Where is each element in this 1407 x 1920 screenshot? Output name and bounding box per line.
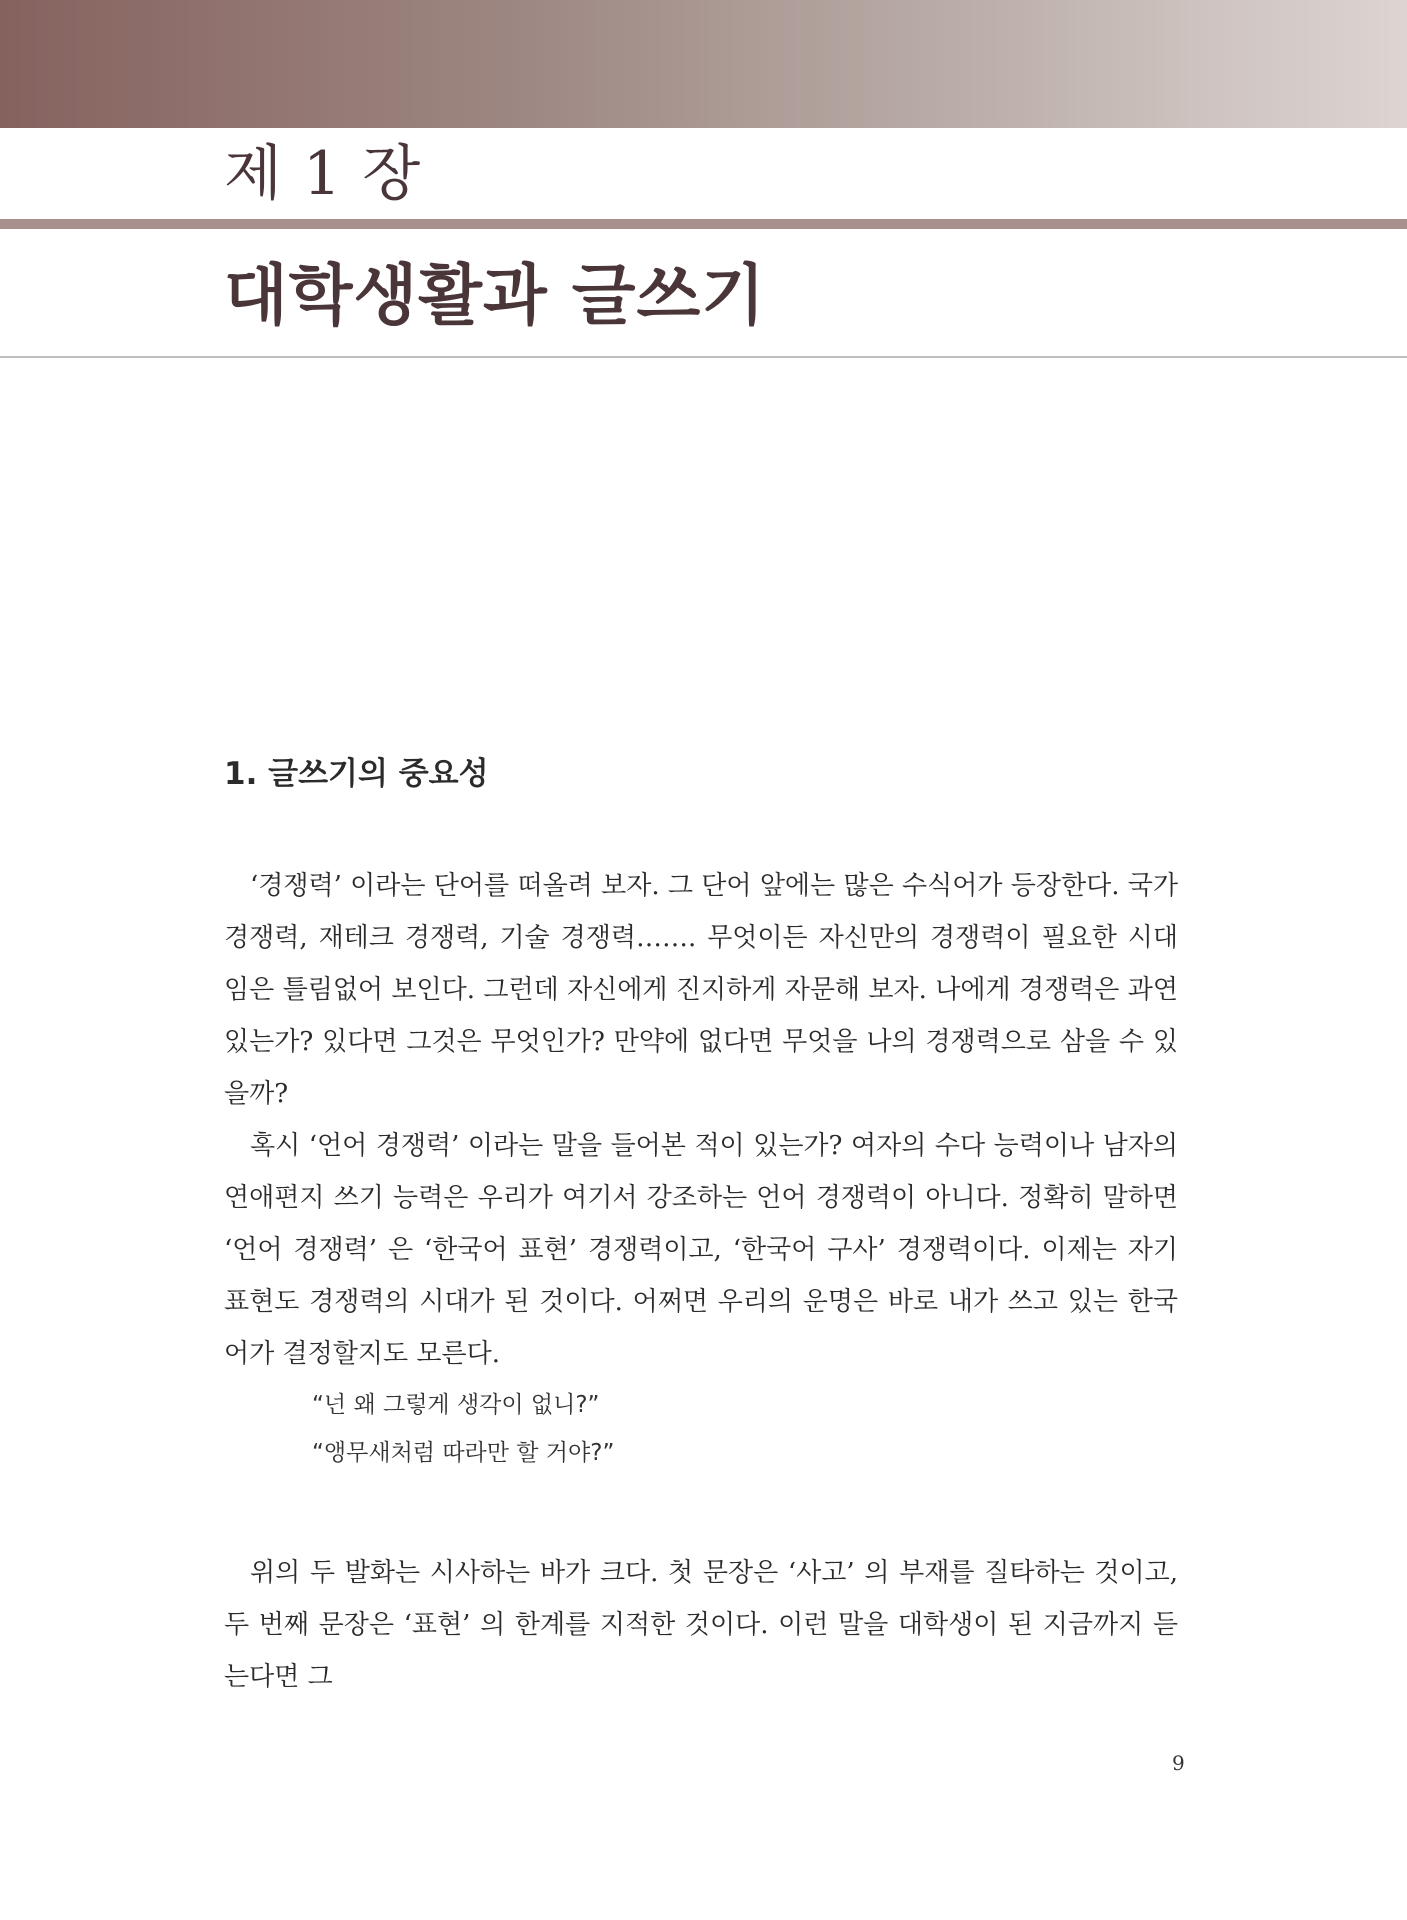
page-number: 9 <box>1172 1751 1185 1775</box>
body-text-continued <box>224 1547 1178 1703</box>
chapter-number: 제 1 장 <box>224 139 422 209</box>
title-divider <box>0 356 1407 358</box>
paragraph: 혹시 ‘언어 경쟁력’ 이라는 말을 들어본 적이 있는가? 여자의 수다 능력이나 남자의 연애편지 쓰기 능력은 우리가 여기서 강조하는 언어 경쟁력이 아니다. 정확히 말하면 ‘언어 경쟁력’ 은 ‘한국어 표현’ 경쟁력이고, ‘한국어 구사’ 경쟁력이다. 이제는 자기 표현도 경쟁력의 시대가 된 것이다. 어쩌면 우리의 운명은 바로 내가 쓰고 있는 한국어가 결정할지도 모른다. <box>224 1131 1178 1369</box>
quote-block <box>312 1381 614 1477</box>
section-heading: 1. 글쓰기의 중요성 <box>224 756 489 792</box>
paragraph: ‘경쟁력’ 이라는 단어를 떠올려 보자. 그 단어 앞에는 많은 수식어가 등장한다. 국가 경쟁력, 재테크 경쟁력, 기술 경쟁력……. 무엇이든 자신만의 경쟁력이 필요한 시대임은 틀림없어 보인다. 그런데 자신에게 진지하게 자문해 보자. 나에게 경쟁력은 과연 있는가? 있다면 그것은 무엇인가? 만약에 없다면 무엇을 나의 경쟁력으로 삼을 수 있을까? <box>224 871 1178 1109</box>
quote-line: “넌 왜 그렇게 생각이 없니?” <box>312 1392 600 1418</box>
chapter-rule <box>0 219 1407 229</box>
paragraph: 위의 두 발화는 시사하는 바가 크다. 첫 문장은 ‘사고’ 의 부재를 질타하는 것이고, 두 번째 문장은 ‘표현’ 의 한계를 지적한 것이다. 이런 말을 대학생이 된 지금까지 듣는다면 그 <box>224 1558 1178 1692</box>
body-text <box>224 860 1178 1380</box>
chapter-title: 대학생활과 글쓰기 <box>224 257 767 334</box>
header-band <box>0 0 1407 128</box>
quote-line: “앵무새처럼 따라만 할 거야?” <box>312 1440 615 1466</box>
